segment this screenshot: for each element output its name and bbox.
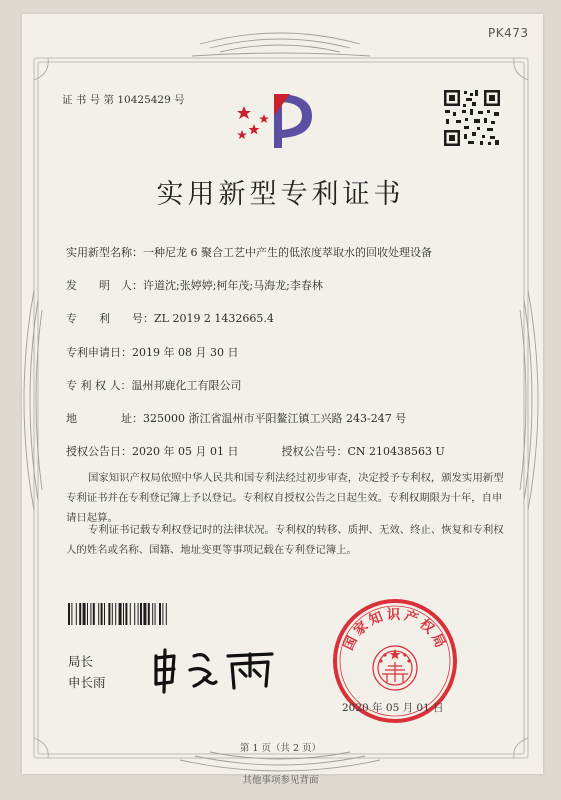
grant-statement-paragraph: 国家知识产权局依照中华人民共和国专利法经过初步审查，决定授予专利权，颁发实用新型专利证书并在专利登记簿上予以登记。专利权自授权公告之日起生效。专利权期限为十年，自申请日起算。 [66,472,504,524]
field-label: 授权公告日： [66,445,132,458]
seal-text: 国家知识产权局 [340,607,450,653]
field-label: 授权公告号： [281,445,348,458]
field-address [66,410,406,426]
signatory-name: 申长雨 [68,675,106,690]
legal-status-paragraph: 专利证书记载专利权登记时的法律状况。专利权的转移、质押、无效、终止、恢复和专利权人的姓名或名称、国籍、地址变更等事项记载在专利登记簿上。 [66,524,504,556]
field-value: 325000 浙江省温州市平阳鳌江镇工兴路 243-247 号 [143,412,407,425]
field-label: 专 利 号： [66,312,154,325]
field-grant-info [66,443,445,459]
field-value: ZL 2019 2 1432665.4 [154,312,274,325]
certificate-title: 实用新型专利证书 [156,179,405,210]
field-filing-date [66,344,238,360]
seal-date: 2020 年 05 月 01 日 [342,702,444,714]
page-indicator: 第 1 页（共 2 页） [239,743,322,754]
field-label: 专 利 权 人： [66,379,132,392]
signatory-title: 局长 [68,654,94,669]
field-patentee [66,377,242,393]
field-value: 温州邦鹿化工有限公司 [131,379,242,392]
handwritten-note: PK473 [488,26,529,40]
field-utility-model-name [66,244,432,260]
qr-code-icon [442,88,502,148]
field-inventors [66,277,323,293]
field-label: 实用新型名称： [66,246,143,259]
barcode-icon [68,603,218,625]
certificate-number: 证 书 号 第 10425429 号 [62,94,185,106]
field-label: 发 明 人： [66,279,143,292]
field-value: CN 210438563 U [347,445,445,458]
footer-note: 其他事项参见背面 [242,775,319,786]
cnipa-logo-icon [234,86,326,156]
field-value: 一种尼龙 6 聚合工艺中产生的低浓度萃取水的回收处理设备 [143,246,432,259]
field-label: 地 址： [66,412,143,425]
field-value: 2019 年 08 月 30 日 [132,346,239,359]
handwritten-signature [150,646,280,694]
field-value: 2020 年 05 月 01 日 [132,445,239,458]
field-value: 许道沈;张婷婷;柯年茂;马海龙;李春林 [143,279,323,292]
field-patent-number [66,310,274,326]
field-label: 专利申请日： [66,346,132,359]
